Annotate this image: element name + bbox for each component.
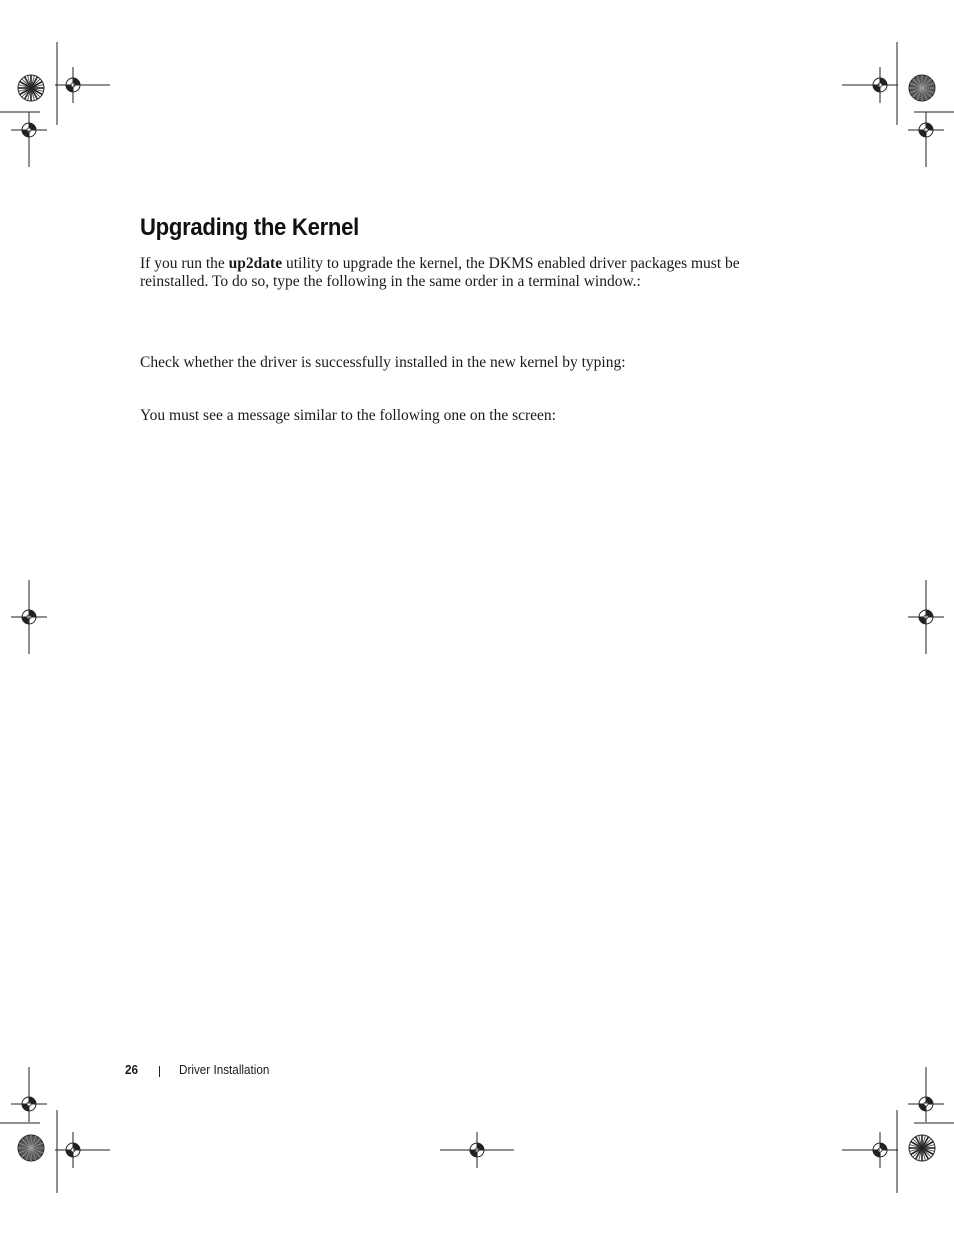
starburst-target-icon	[18, 75, 44, 101]
paragraph-text: If you run the	[140, 255, 229, 272]
crosshair-circle-icon	[11, 580, 47, 654]
crosshair-circle-icon	[842, 1132, 898, 1168]
page-title: Upgrading the Kernel	[140, 214, 359, 241]
footer-divider	[159, 1066, 160, 1077]
crosshair-circle-icon	[908, 580, 944, 654]
crosshair-circle-icon	[55, 1132, 110, 1168]
command-name: up2date	[228, 255, 283, 272]
paragraph-text: utility to upgrade the kernel, the DKMS enabled driver packages must be reinstalled. To do so, type the following in the same order in a terminal window.:	[140, 255, 740, 290]
expected-message-paragraph: You must see a message similar to the following one on the screen:	[140, 407, 556, 424]
page-footer	[0, 1061, 954, 1081]
starburst-target-icon	[18, 1135, 44, 1161]
crosshair-circle-icon	[842, 67, 898, 103]
crosshair-circle-icon	[55, 67, 110, 103]
verify-driver-paragraph: Check whether the driver is successfully installed in the new kernel by typing:	[140, 354, 626, 371]
starburst-target-icon	[909, 75, 935, 101]
crosshair-circle-icon	[440, 1132, 514, 1168]
crosshair-circle-icon	[11, 112, 47, 167]
starburst-target-icon	[909, 1135, 935, 1161]
page-number: 26	[125, 1062, 139, 1077]
kernel-upgrade-paragraph	[140, 255, 780, 291]
footer-section-title: Driver Installation	[179, 1062, 270, 1077]
crosshair-circle-icon	[908, 112, 944, 167]
